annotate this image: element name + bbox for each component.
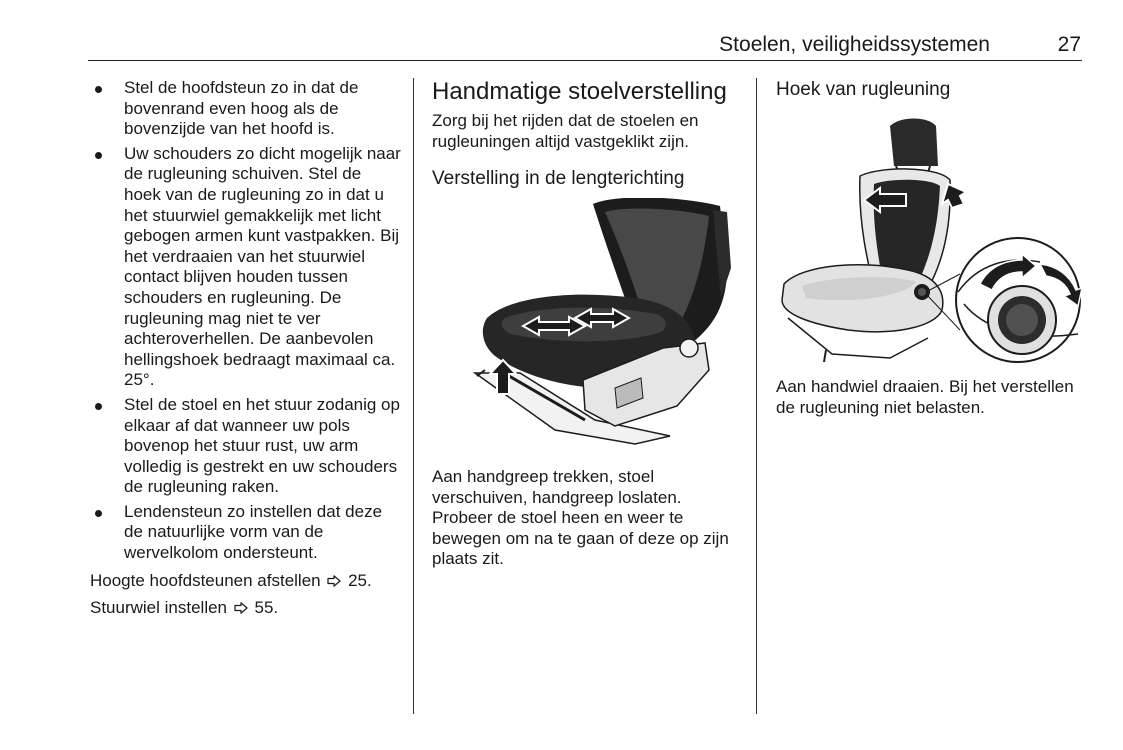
column-2 (432, 78, 734, 191)
list-item (90, 144, 402, 391)
bullet-icon (95, 403, 102, 410)
xref-text: Hoogte hoofdsteunen afstellen (90, 570, 321, 590)
header-rule (88, 60, 1082, 61)
intro-paragraph: Zorg bij het rijden dat de stoelen en rugleuningen altijd vastgeklikt zijn. (432, 111, 699, 151)
seat-backrest-angle-illustration (778, 114, 1083, 366)
list-item-text: Uw schouders zo dicht mogelijk naar de rugleuning schuiven. Stel de hoek van de rugleuning zo in dat u het stuurwiel gemakkelijk met licht gebogen armen kunt vastpakken. Bij het verdraaien van het stuurwiel contact blijven houden tussen schouders en rugleuning. De rugleuning mag niet te ver achteroverhellen. De aanbevolen hellingshoek bedraagt maximaal ca. 25°. (124, 143, 401, 390)
subheading-longitudinal: Verstelling in de lengterichting (432, 168, 685, 190)
cross-reference-headrest[interactable] (90, 570, 402, 591)
list-item (90, 395, 402, 498)
list-item-text: Lendensteun zo instellen dat deze de natuurlijke vorm van de wervelkolom ondersteunt. (124, 501, 383, 563)
xref-page: 25. (348, 570, 372, 590)
caption-text: Aan handgreep trekken, stoel verschuiven, handgreep loslaten. Probeer de stoel heen en weer te bewegen om na te gaan of deze op zijn plaats zit. (432, 467, 729, 569)
cross-reference-steering-wheel[interactable] (90, 597, 402, 618)
column-1 (90, 78, 402, 618)
xref-text: Stuurwiel instellen (90, 597, 228, 617)
list-item (90, 502, 402, 564)
xref-arrow-icon (327, 575, 341, 587)
section-heading: Handmatige stoelverstelling (432, 78, 727, 105)
page-number: 27 (1057, 33, 1081, 56)
caption-text: Aan handwiel draaien. Bij het verstellen de rugleuning niet belasten. (776, 377, 1074, 417)
bullet-icon (95, 510, 102, 517)
seat-longitudinal-adjustment-illustration (465, 198, 735, 456)
caption-backrest-angle (776, 377, 1088, 418)
column-divider-left (413, 78, 414, 714)
section-title: Stoelen, veiligheidssystemen (719, 33, 990, 56)
bullet-icon (95, 152, 102, 159)
list-item (90, 78, 402, 140)
column-3 (776, 78, 1086, 102)
bullet-icon (95, 86, 102, 93)
bullet-list (90, 78, 402, 564)
subheading-backrest-angle: Hoek van rugleuning (776, 79, 951, 100)
xref-arrow-icon (234, 602, 248, 614)
xref-page: 55. (254, 597, 279, 617)
caption-longitudinal (432, 467, 737, 570)
list-item-text: Stel de hoofdsteun zo in dat de bovenrand even hoog als de bovenzijde van het hoofd is. (124, 78, 359, 139)
column-divider-right (756, 78, 757, 714)
list-item-text: Stel de stoel en het stuur zodanig op elkaar af dat wanneer uw pols bovenop het stuur rust, uw arm volledig is gestrekt en uw schouders de rugleuning raken. (124, 394, 400, 497)
